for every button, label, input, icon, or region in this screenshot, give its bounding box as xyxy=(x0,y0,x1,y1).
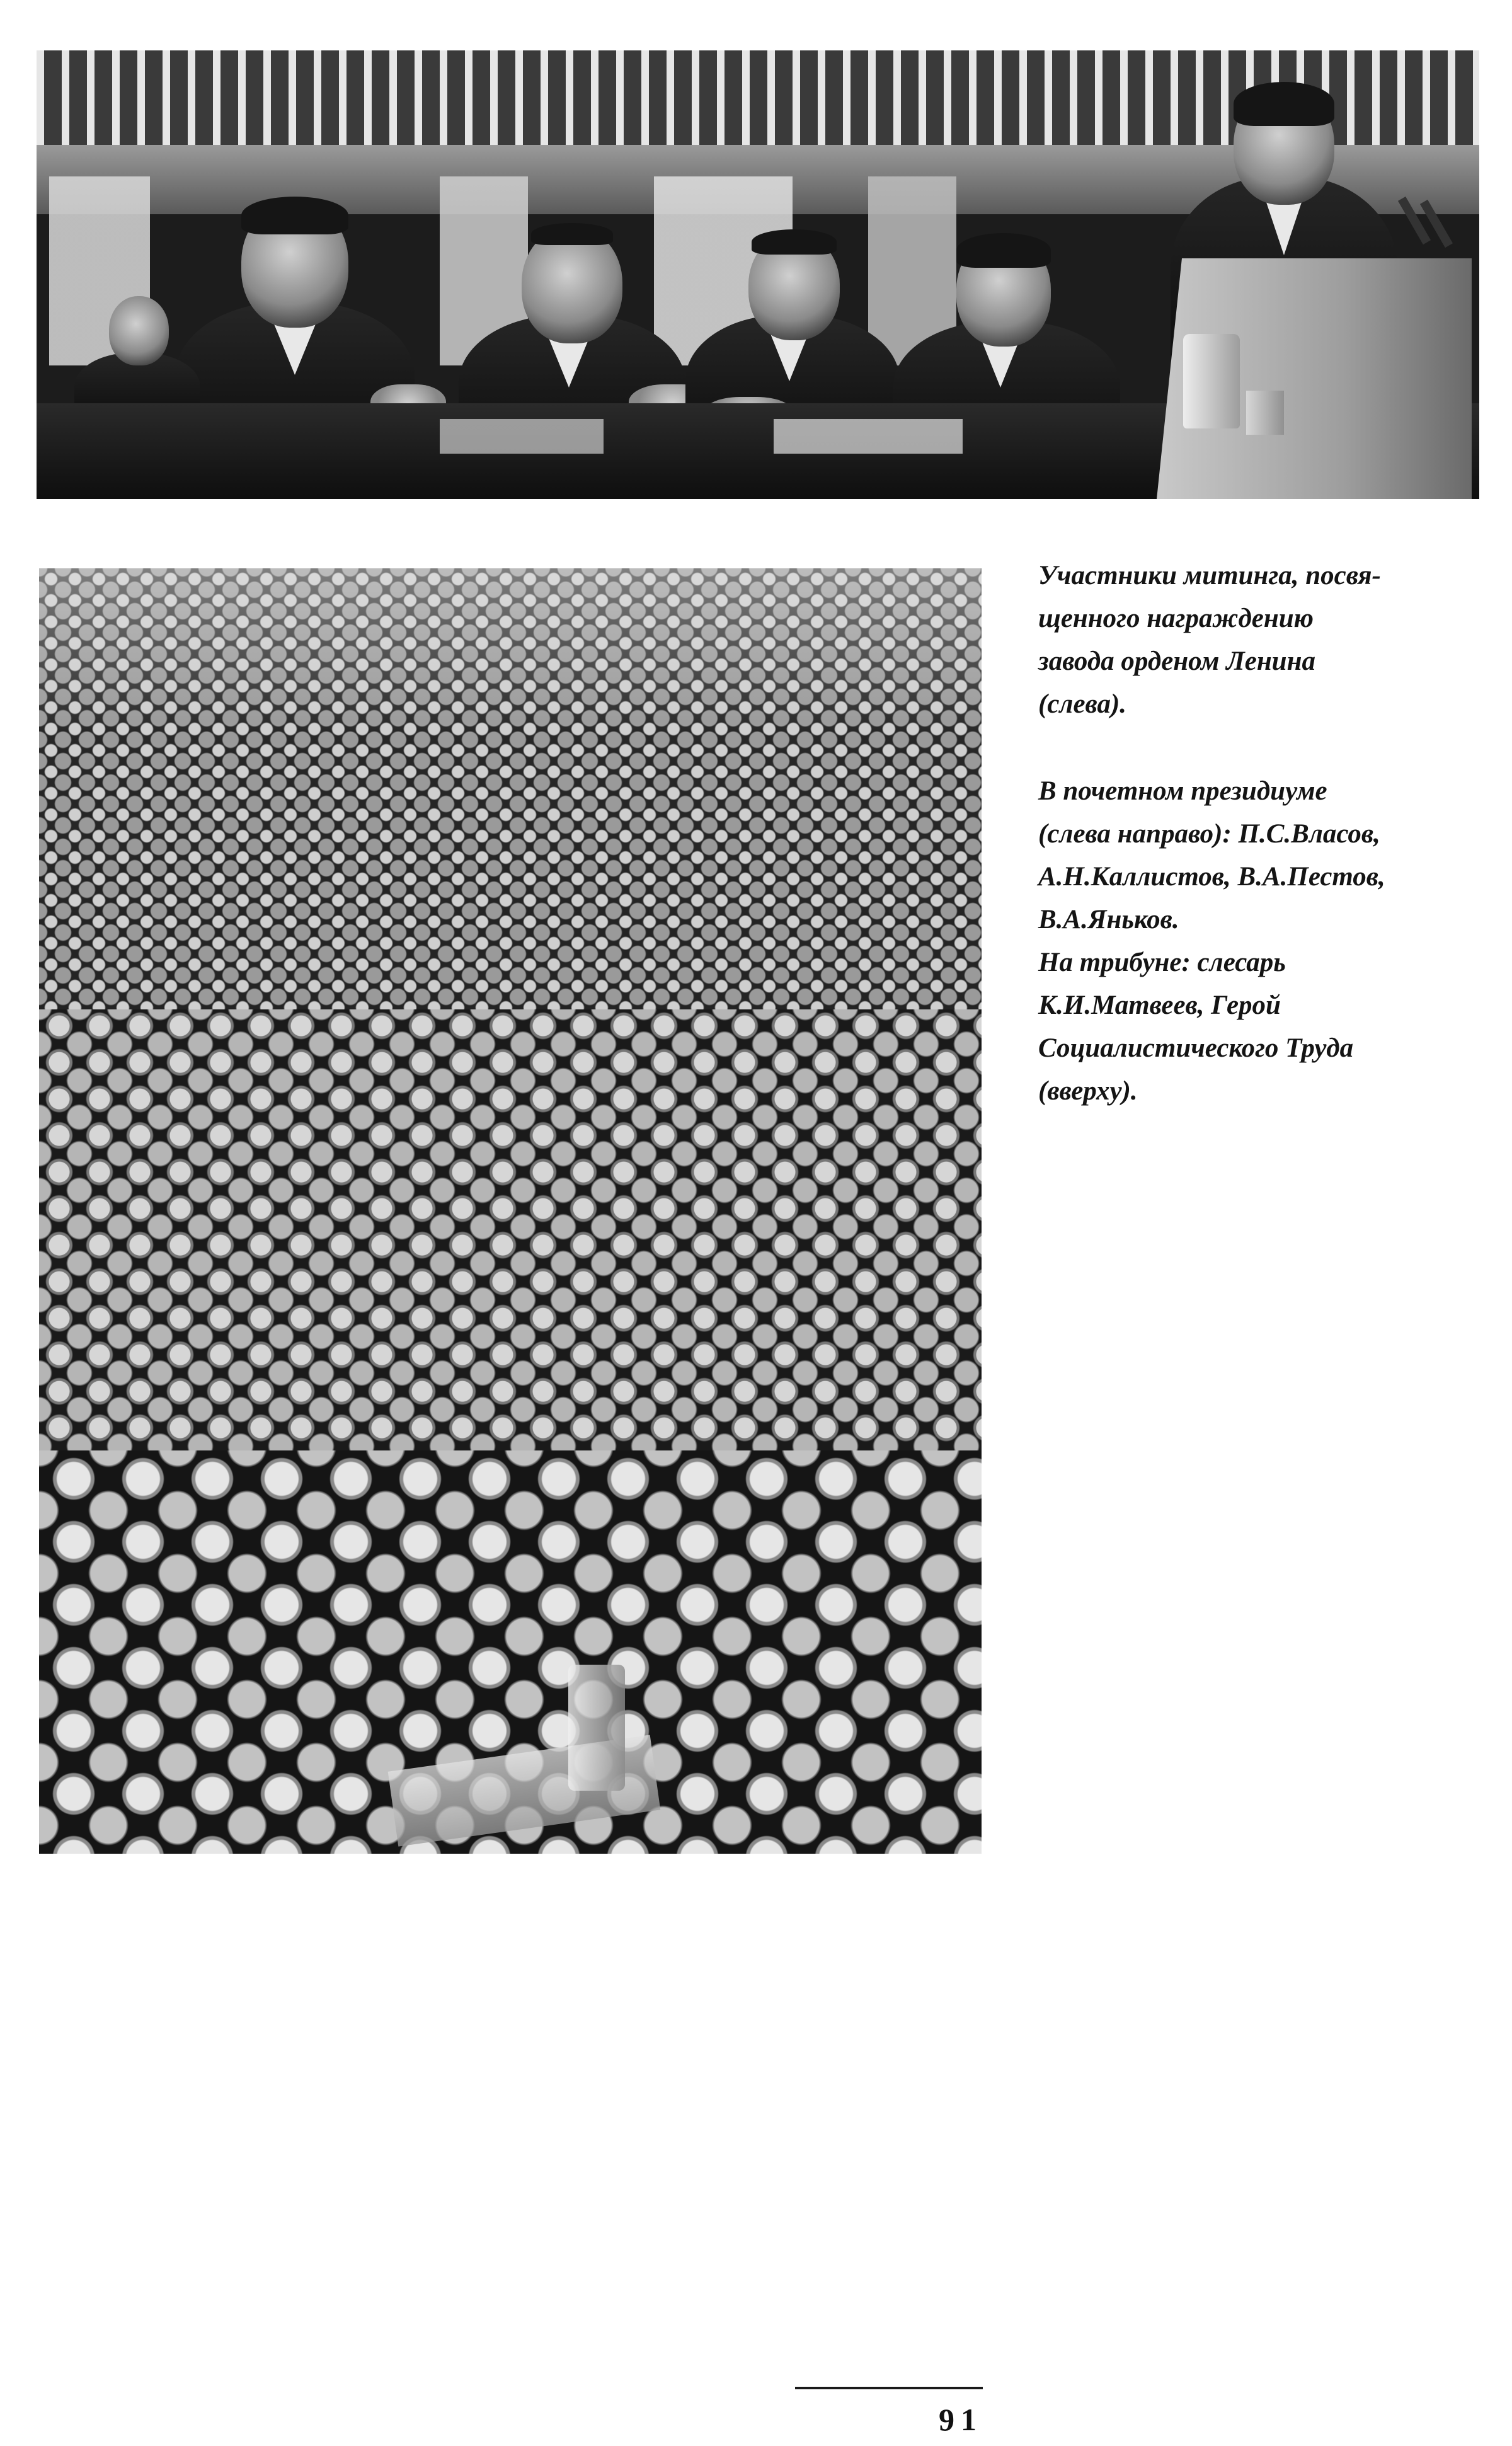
caption-line: завода орденом Ленина xyxy=(1038,646,1315,676)
background-person xyxy=(74,290,200,416)
page-number: 91 xyxy=(939,2402,983,2437)
caption-line: В почетном президиуме xyxy=(1038,776,1327,806)
caption-line: Социалистического Труда xyxy=(1038,1033,1354,1063)
photo-caption xyxy=(1038,554,1479,1113)
water-jug xyxy=(1183,334,1240,428)
caption-line: (вверху). xyxy=(1038,1076,1138,1106)
caption-line: щенного награждению xyxy=(1038,604,1314,633)
crowd-photo xyxy=(39,568,982,1854)
page-number-rule xyxy=(795,2387,983,2389)
caption-paragraph-2 xyxy=(1038,770,1479,1113)
caption-line: Участники митинга, посвя- xyxy=(1038,561,1381,590)
caption-line: На трибуне: слесарь xyxy=(1038,948,1286,977)
water-glass xyxy=(1246,391,1284,435)
caption-line: К.И.Матвеев, Герой xyxy=(1038,990,1281,1020)
caption-line: А.Н.Каллистов, В.А.Пестов, xyxy=(1038,862,1385,892)
caption-paragraph-1 xyxy=(1038,554,1479,726)
caption-line: (слева). xyxy=(1038,689,1127,719)
caption-line: В.А.Яньков. xyxy=(1038,905,1179,934)
table-papers xyxy=(364,419,1120,454)
crowd-haze xyxy=(39,568,982,732)
presidium-photo xyxy=(37,50,1479,499)
film-camera xyxy=(568,1665,625,1791)
caption-line: (слева направо): П.С.Власов, xyxy=(1038,819,1380,849)
